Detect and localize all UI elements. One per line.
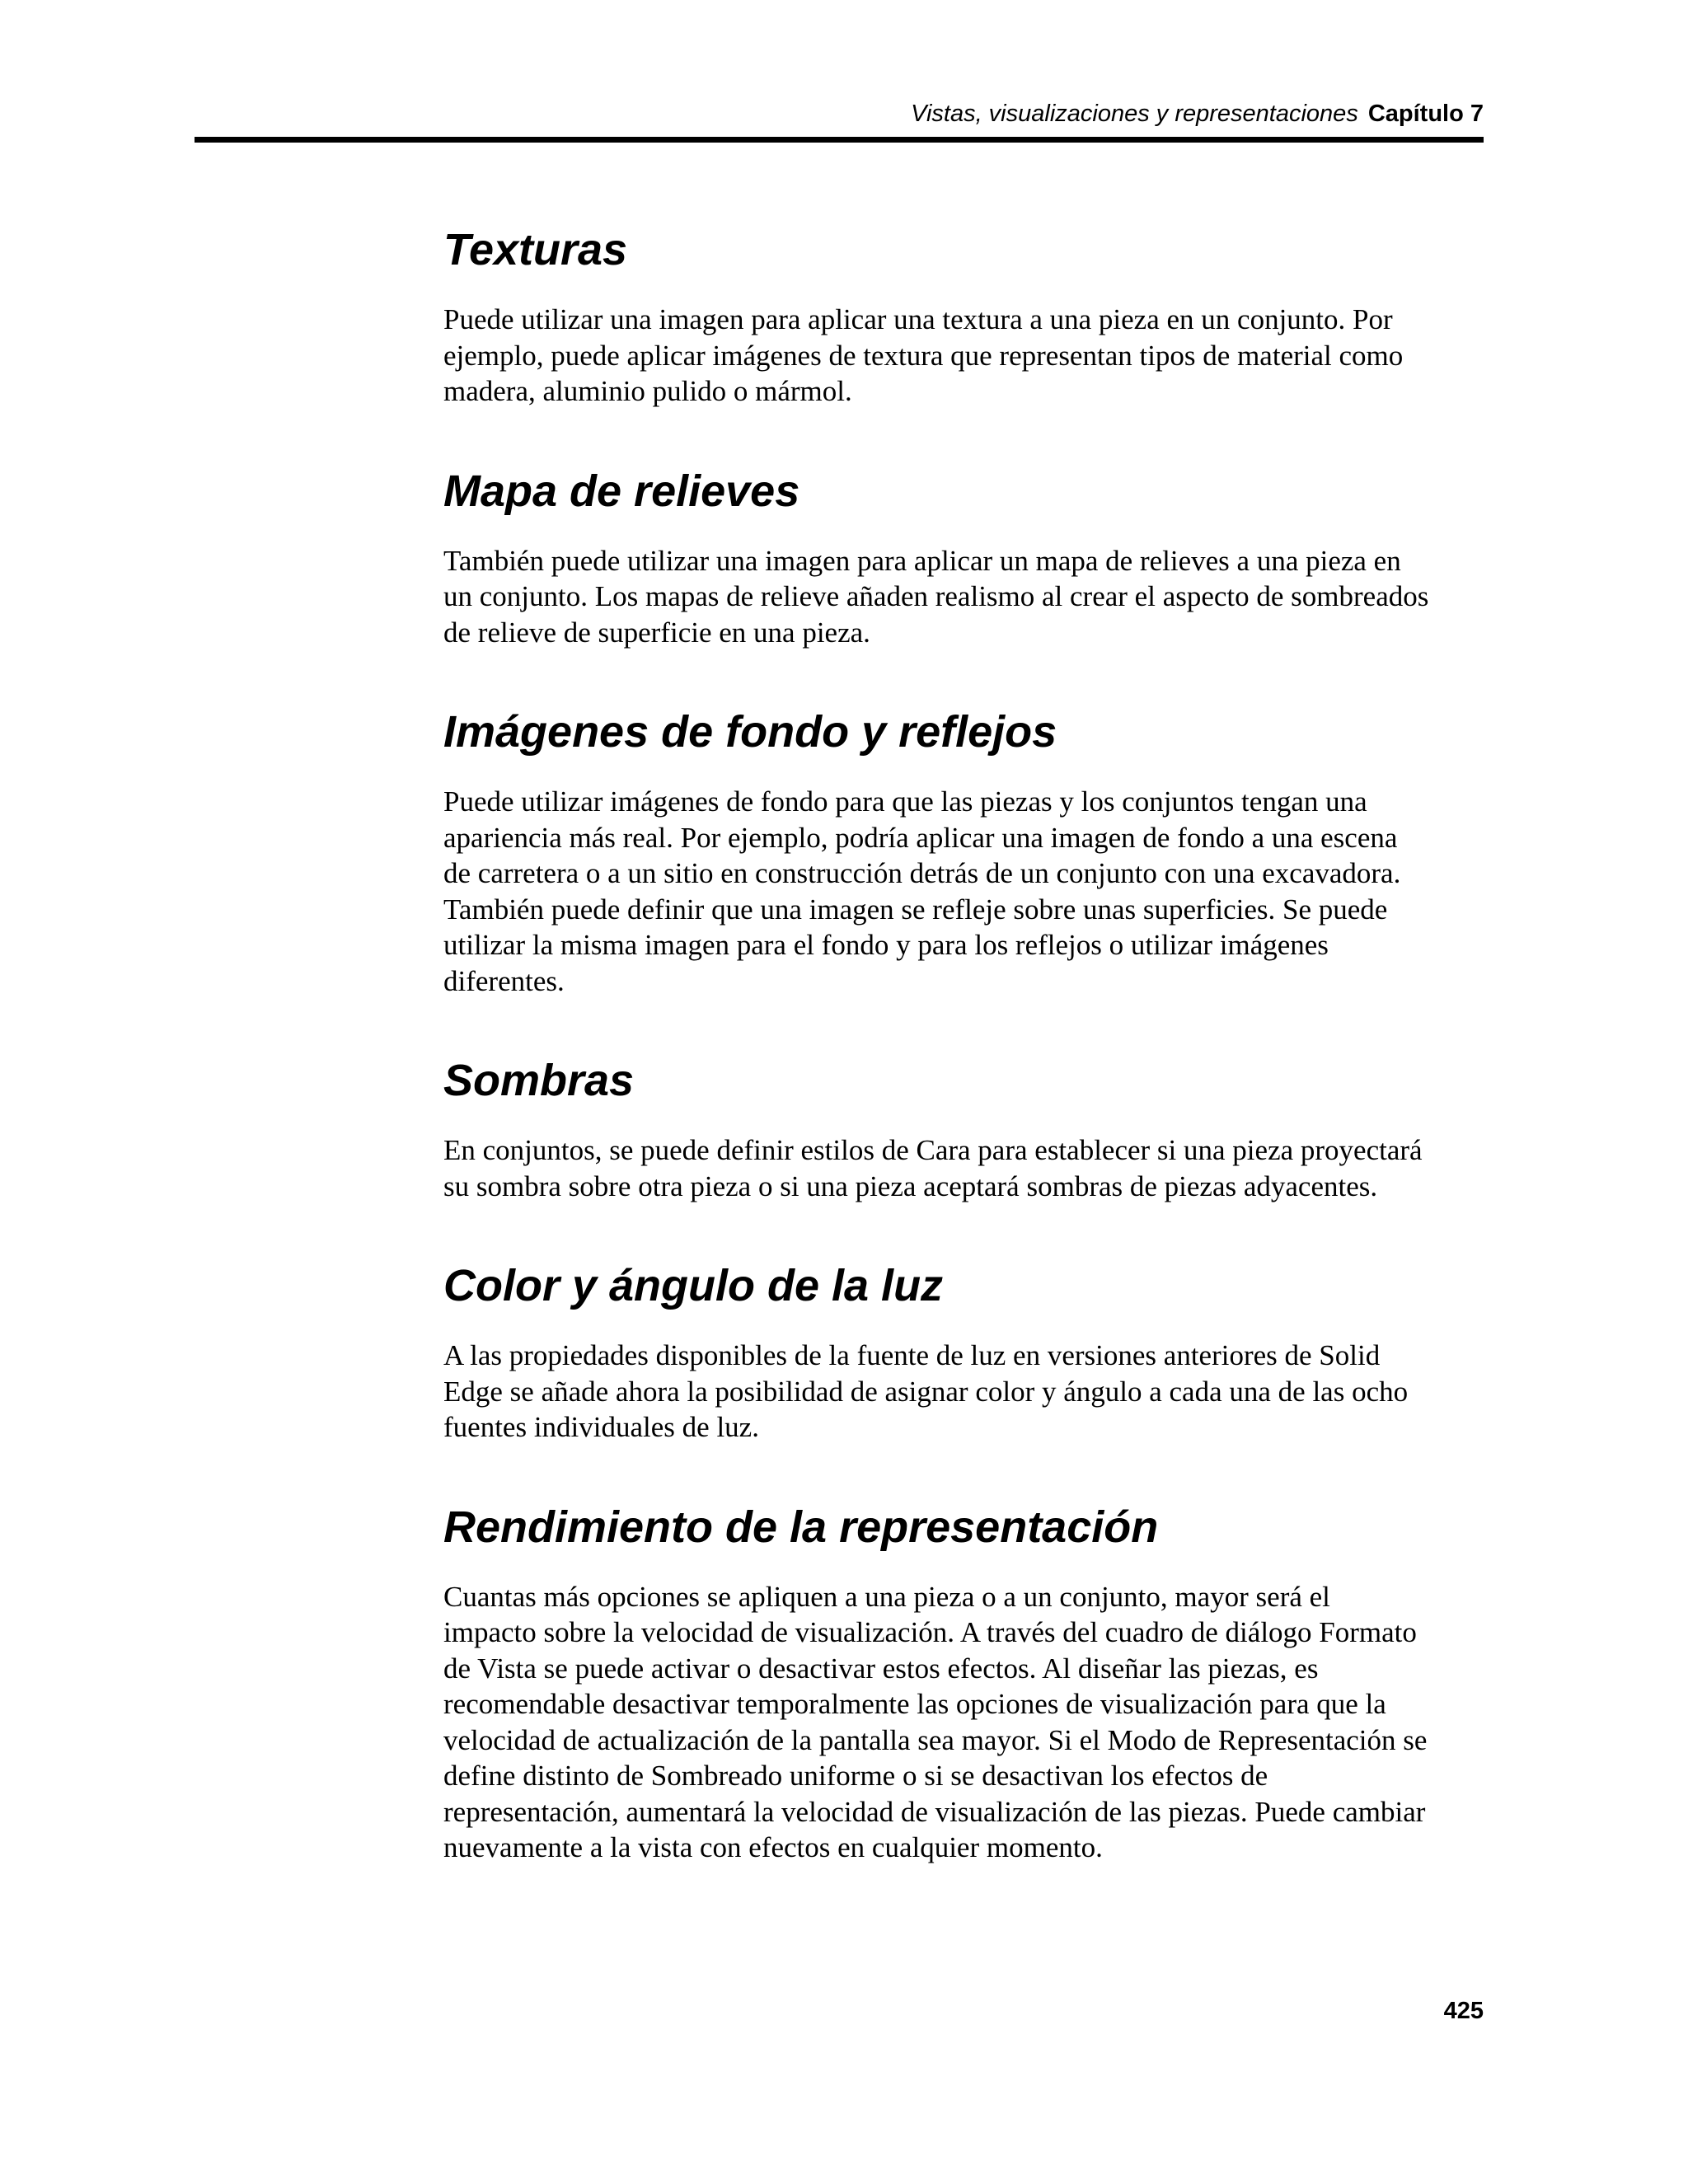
section-heading: Imágenes de fondo y reflejos bbox=[443, 707, 1057, 757]
page-number: 425 bbox=[1443, 1998, 1484, 2024]
section-body bbox=[443, 302, 1484, 410]
text-line: define distinto de Sombreado uniforme o si se desactivan los efectos de bbox=[443, 1760, 1268, 1792]
text-line: También puede utilizar una imagen para aplicar un mapa de relieves a una pieza en bbox=[443, 544, 1401, 577]
text-line: apariencia más real. Por ejemplo, podría aplicar una imagen de fondo a una escena bbox=[443, 821, 1398, 854]
text-line: su sombra sobre otra pieza o si una pieza aceptará sombras de piezas adyacentes. bbox=[443, 1169, 1378, 1202]
section-body bbox=[443, 543, 1484, 651]
running-header bbox=[195, 97, 1484, 130]
text-line: utilizar la misma imagen para el fondo y para los reflejos o utilizar imágenes bbox=[443, 929, 1329, 961]
text-line: representación, aumentará la velocidad de visualización de las piezas. Puede cambiar bbox=[443, 1795, 1426, 1828]
header-chapter: Capítulo 7 bbox=[1367, 101, 1484, 127]
section-body bbox=[443, 1132, 1484, 1204]
header-title: Vistas, visualizaciones y representaciones bbox=[911, 101, 1358, 127]
text-line: Puede utilizar imágenes de fondo para que las piezas y los conjuntos tengan una bbox=[443, 785, 1367, 818]
section-rendimiento bbox=[443, 1498, 1484, 1866]
page-content bbox=[443, 221, 1484, 1919]
text-line: Puede utilizar una imagen para aplicar una textura a una pieza en un conjunto. Por bbox=[443, 303, 1393, 335]
section-texturas bbox=[443, 221, 1484, 410]
header-rule bbox=[195, 137, 1484, 143]
text-line: de relieve de superficie en una pieza. bbox=[443, 616, 870, 649]
section-heading: Rendimiento de la representación bbox=[443, 1502, 1159, 1552]
text-line: un conjunto. Los mapas de relieve añaden realismo al crear el aspecto de sombreados bbox=[443, 580, 1429, 612]
text-line: fuentes individuales de luz. bbox=[443, 1411, 759, 1443]
text-line: En conjuntos, se puede definir estilos de Cara para establecer si una pieza proyectará bbox=[443, 1134, 1423, 1166]
text-line: ejemplo, puede aplicar imágenes de textura que representan tipos de material como bbox=[443, 339, 1404, 372]
text-line: madera, aluminio pulido o mármol. bbox=[443, 375, 852, 407]
text-line: de carretera o a un sitio en construcción detrás de un conjunto con una excavadora. bbox=[443, 857, 1401, 889]
text-line: impacto sobre la velocidad de visualización. A través del cuadro de diálogo Formato bbox=[443, 1616, 1417, 1648]
text-line: Cuantas más opciones se apliquen a una pieza o a un conjunto, mayor será el bbox=[443, 1580, 1330, 1613]
text-line: de Vista se puede activar o desactivar estos efectos. Al diseñar las piezas, es bbox=[443, 1652, 1319, 1685]
section-body bbox=[443, 1579, 1484, 1866]
text-line: velocidad de actualización de la pantalla sea mayor. Si el Modo de Representación se bbox=[443, 1723, 1428, 1756]
section-imagenes-de-fondo bbox=[443, 703, 1484, 999]
section-color-y-angulo bbox=[443, 1257, 1484, 1446]
text-line: También puede definir que una imagen se refleje sobre unas superficies. Se puede bbox=[443, 893, 1388, 926]
text-line: diferentes. bbox=[443, 964, 565, 997]
text-line: nuevamente a la vista con efectos en cualquier momento. bbox=[443, 1831, 1103, 1863]
section-heading: Color y ángulo de la luz bbox=[443, 1261, 944, 1310]
text-line: Edge se añade ahora la posibilidad de asignar color y ángulo a cada una de las ocho bbox=[443, 1375, 1409, 1408]
text-line: A las propiedades disponibles de la fuente de luz en versiones anteriores de Solid bbox=[443, 1339, 1381, 1371]
section-heading: Sombras bbox=[443, 1056, 635, 1105]
section-body bbox=[443, 784, 1484, 999]
section-sombras bbox=[443, 1052, 1484, 1204]
section-body bbox=[443, 1338, 1484, 1446]
text-line: recomendable desactivar temporalmente las opciones de visualización para que la bbox=[443, 1688, 1386, 1720]
section-heading: Texturas bbox=[443, 225, 628, 274]
section-mapa-de-relieves bbox=[443, 462, 1484, 651]
section-heading: Mapa de relieves bbox=[443, 466, 800, 516]
